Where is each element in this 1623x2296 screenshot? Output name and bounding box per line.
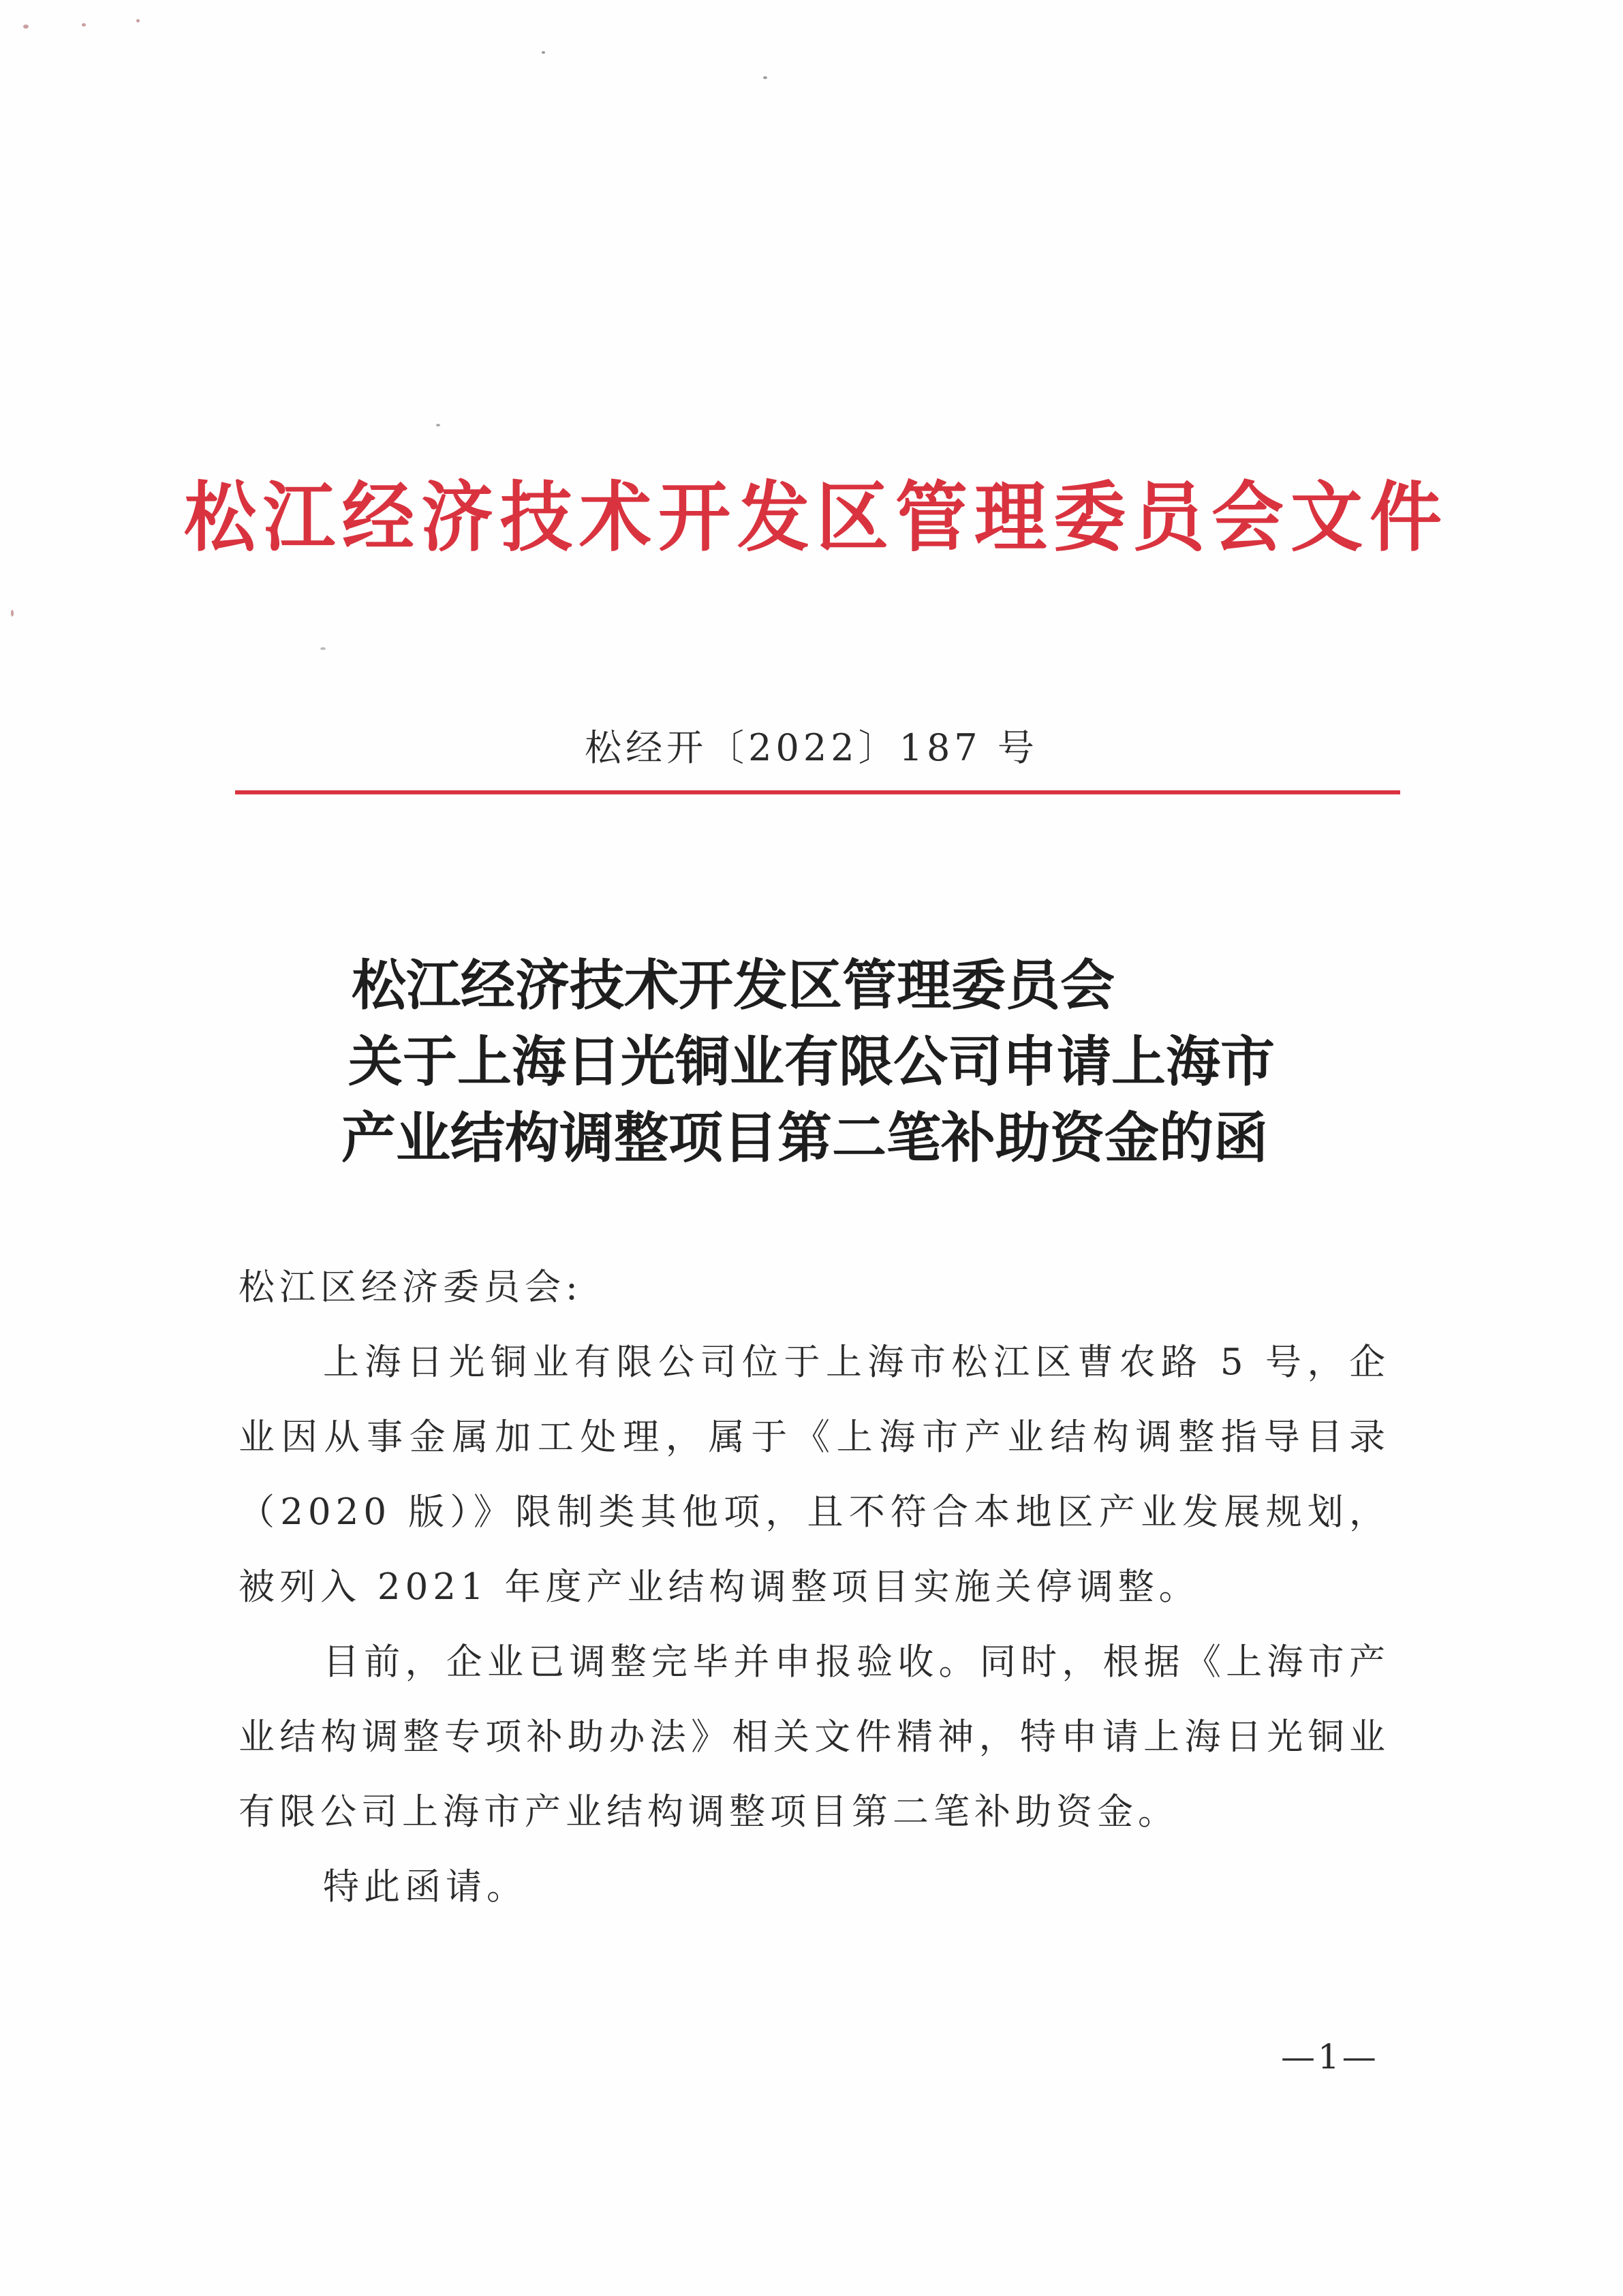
scan-speck: [436, 424, 440, 426]
scan-speck: [23, 25, 29, 29]
document-title: [0, 947, 1623, 1176]
scan-speck: [136, 19, 140, 22]
body-paragraph-2: 目前，企业已调整完毕并申报验收。同时，根据《上海市产业结构调整专项补助办法》相关文件精神，特申请上海日光铜业有限公司上海市产业结构调整项目第二笔补助资金。: [238, 1641, 1390, 1833]
scan-speck: [82, 23, 86, 27]
scan-speck: [11, 610, 14, 617]
body-paragraph-1: 上海日光铜业有限公司位于上海市松江区曹农路 5 号，企业因从事金属加工处理，属于《上海市产业结构调整指导目录（2020 版）》限制类其他项，且不符合本地区产业发展规划，被列入 2021 年度产业结构调整项目实施关停调整。: [238, 1341, 1390, 1608]
scan-speck: [542, 51, 545, 54]
header-red-divider: [235, 790, 1400, 794]
document-number: 松经开〔2022〕187 号: [585, 726, 1038, 769]
salutation: 松江区经济委员会:: [238, 1267, 583, 1308]
scan-speck: [320, 647, 326, 650]
title-line-2: 关于上海日光铜业有限公司申请上海市: [348, 1029, 1275, 1093]
title-line-1: 松江经济技术开发区管理委员会: [352, 953, 1115, 1017]
issuer-header-title: 松江经济技术开发区管理委员会文件: [184, 471, 1449, 562]
title-line-3: 产业结构调整项目第二笔补助资金的函: [341, 1106, 1268, 1170]
scan-speck: [763, 76, 767, 79]
closing-line: 特此函请。: [323, 1866, 527, 1908]
page-number: —1—: [1281, 2037, 1379, 2077]
letter-body: [238, 1250, 1390, 1925]
